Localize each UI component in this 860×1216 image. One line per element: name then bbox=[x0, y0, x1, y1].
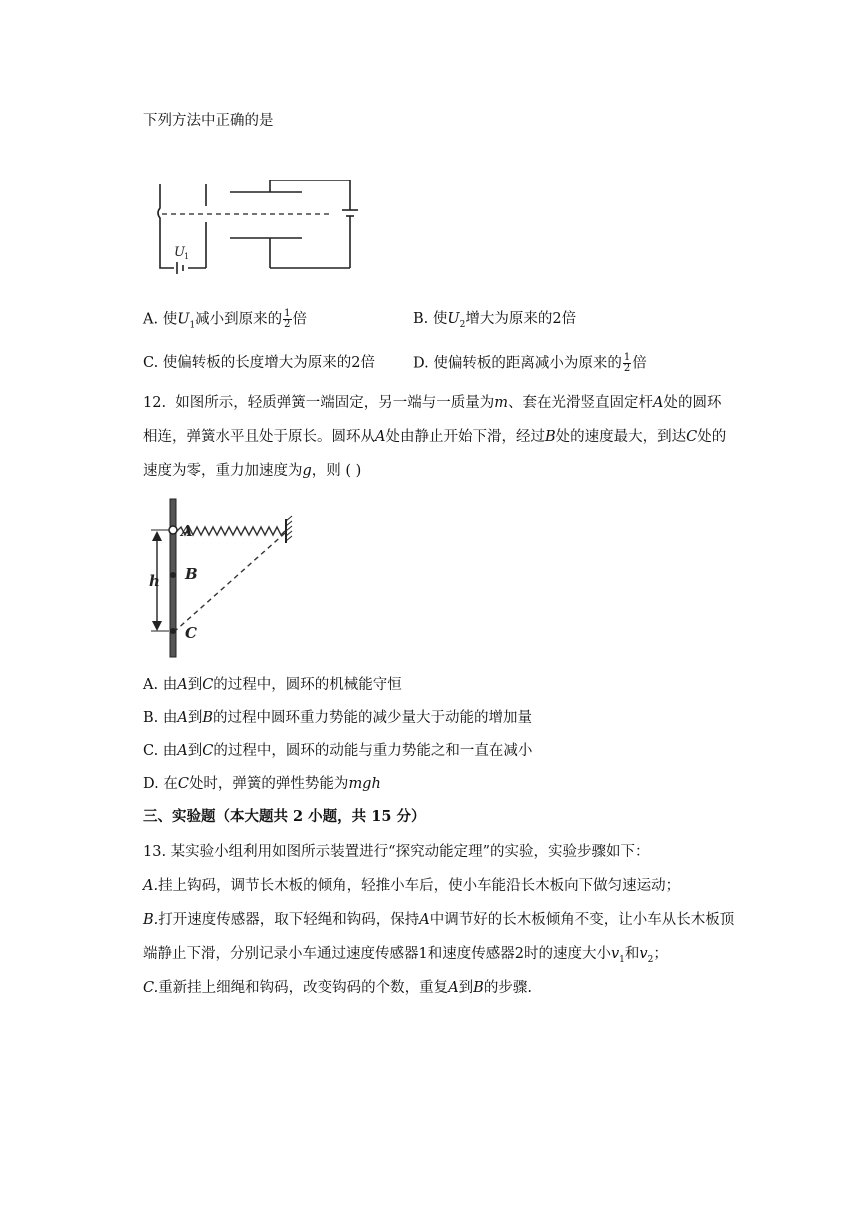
q11-option-d: D. 使偏转板的距离减小为原来的 $\frac{1}{2}$ 倍 bbox=[413, 352, 647, 374]
fig2-label-h: h bbox=[149, 572, 160, 590]
q12-option-b: B. 由A到B的过程中圆环重力势能的减少量大于动能的增加量 bbox=[143, 710, 533, 726]
fig2-label-c: C bbox=[185, 624, 197, 642]
q12-stem-line2: 相连，弹簧水平且处于原长。圆环从A处由静止开始下滑，经过B处的速度最大，到达C处的 bbox=[143, 429, 727, 445]
q12-option-d: D. 在C处时，弹簧的弹性势能为mgh bbox=[143, 776, 381, 792]
intro-text: 下列方法中正确的是 bbox=[143, 113, 274, 129]
q13-step-c: C.重新挂上细绳和钩码，改变钩码的个数，重复A到B的步骤. bbox=[143, 980, 532, 996]
svg-text:1: 1 bbox=[184, 252, 190, 261]
q11-option-a: A. 使$U_1$减小到原来的 $\frac{1}{2}$ 倍 bbox=[143, 308, 308, 331]
q12-stem-line3: 速度为零，重力加速度为g，则 ( ) bbox=[143, 463, 362, 479]
q11-option-c: C. 使偏转板的长度增大为原来的2倍 bbox=[143, 355, 376, 371]
fig2-label-b: B bbox=[185, 565, 198, 583]
fig1-label-u1: U bbox=[174, 245, 185, 260]
deflection-circuit-figure bbox=[150, 180, 360, 275]
q12-stem-line1: 12. 如图所示，轻质弹簧一端固定，另一端与一质量为m、套在光滑竖直固定杆A处的圆环 bbox=[143, 395, 722, 411]
q13-step-b-line2: 端静止下滑，分别记录小车通过速度传感器1和速度传感器2时的速度大小$v_1$和$v_2$； bbox=[143, 946, 668, 965]
spring-ring-figure bbox=[145, 497, 300, 659]
section-heading: 三、实验题（本大题共 2 小题，共 15 分） bbox=[143, 808, 426, 825]
q13-step-a: A.挂上钩码，调节长木板的倾角，轻推小车后，使小车能沿长木板向下做匀速运动； bbox=[143, 878, 681, 894]
q13-step-b-line1: B.打开速度传感器，取下轻绳和钩码，保持A中调节好的长木板倾角不变，让小车从长木板顶 bbox=[143, 912, 735, 928]
fig2-label-a: A bbox=[181, 522, 193, 540]
q13-stem: 13. 某实验小组利用如图所示装置进行“探究动能定理”的实验，实验步骤如下： bbox=[143, 844, 650, 860]
q12-option-c: C. 由A到C的过程中，圆环的动能与重力势能之和一直在减小 bbox=[143, 743, 533, 759]
q11-option-b: B. 使$U_2$增大为原来的2倍 bbox=[413, 311, 577, 330]
q12-option-a: A. 由A到C的过程中，圆环的机械能守恒 bbox=[143, 677, 402, 693]
